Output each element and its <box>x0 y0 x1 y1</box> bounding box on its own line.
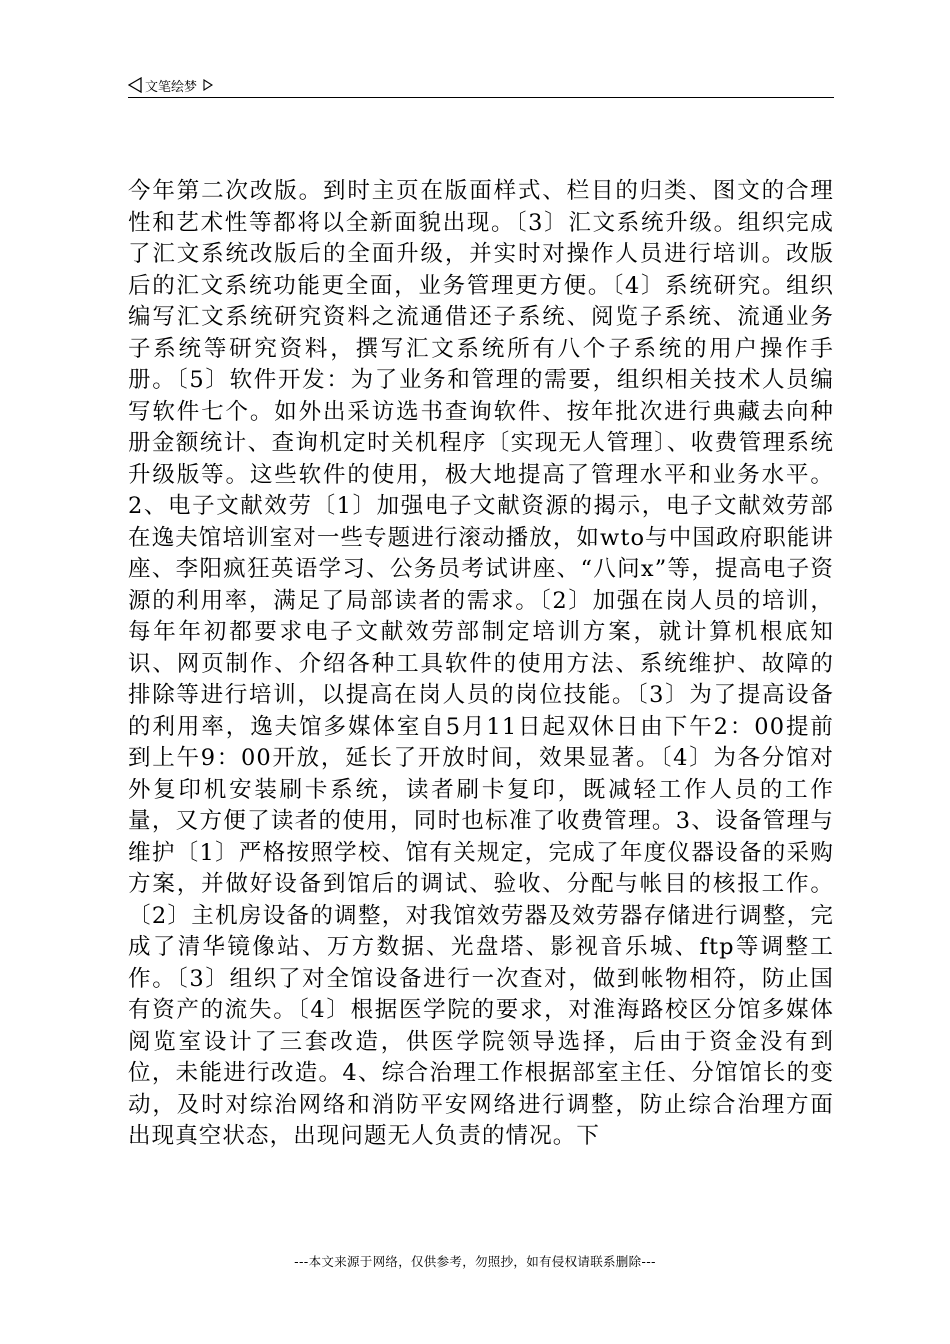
body-paragraph: 今年第二次改版。到时主页在版面样式、栏目的归类、图文的合理性和艺术性等都将以全新面貌出现。〔3〕汇文系统升级。组织完成了汇文系统改版后的全面升级，并实时对操作人员进行培训。改版后的汇文系统功能更全面，业务管理更方便。〔4〕系统研究。组织编写汇文系统研究资料之流通借还子系统、阅览子系统、流通业务子系统等研究资料，撰写汇文系统所有八个子系统的用户操作手册。〔5〕软件开发：为了业务和管理的需要，组织相关技术人员编写软件七个。如外出采访选书查询软件、按年批次进行典藏去向种册金额统计、查询机定时关机程序〔实现无人管理〕、收费管理系统升级版等。这些软件的使用，极大地提高了管理水平和业务水平。2、电子文献效劳〔1〕加强电子文献资源的揭示，电子文献效劳部在逸夫馆培训室对一些专题进行滚动播放，如wto与中国政府职能讲座、李阳疯狂英语学习、公务员考试讲座、“八问x”等，提高电子资源的利用率，满足了局部读者的需求。〔2〕加强在岗人员的培训，每年年初都要求电子文献效劳部制定培训方案，就计算机根底知识、网页制作、介绍各种工具软件的使用方法、系统维护、故障的排除等进行培训，以提高在岗人员的岗位技能。〔3〕为了提高设备的利用率，逸夫馆多媒体室自5月11日起双休日由下午2：00提前到上午9：00开放，延长了开放时间，效果显著。〔4〕为各分馆对外复印机安装刷卡系统，读者刷卡复印，既减轻工作人员的工作量，又方便了读者的使用，同时也标准了收费管理。3、设备管理与维护〔1〕严格按照学校、馆有关规定，完成了年度仪器设备的采购方案，并做好设备到馆后的调试、验收、分配与帐目的核报工作。〔2〕主机房设备的调整，对我馆效劳器及效劳器存储进行调整，完成了清华镜像站、万方数据、光盘塔、影视音乐城、ftp等调整工作。〔3〕组织了对全馆设备进行一次查对，做到帐物相符，防止国有资产的流失。〔4〕根据医学院的要求，对淮海路校区分馆多媒体阅览室设计了三套改造，供医学院领导选择，后由于资金没有到位，未能进行改造。4、综合治理工作根据部室主任、分馆馆长的变动，及时对综治网络和消防平安网络进行调整，防止综合治理方面出现真空状态，出现问题无人负责的情况。下 <box>128 178 834 1149</box>
header-title: 文笔绘梦 <box>145 79 198 95</box>
triangle-left-icon <box>128 77 142 93</box>
page-footer: ---本文来源于网络，仅供参考，勿照抄，如有侵权请联系删除--- <box>294 1254 656 1269</box>
header-divider <box>128 97 834 98</box>
header-brand <box>128 74 213 96</box>
triangle-right-icon <box>203 76 213 88</box>
page-header <box>128 74 834 98</box>
